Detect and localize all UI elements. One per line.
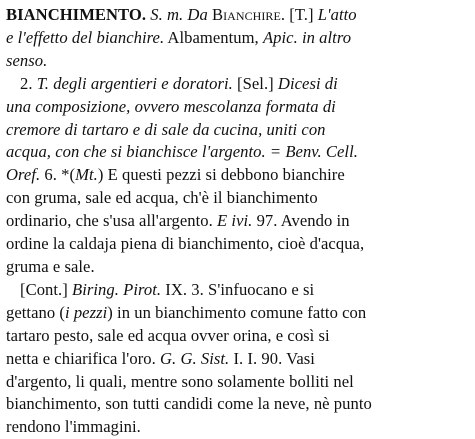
text-run: 2. bbox=[20, 73, 37, 93]
text-run: T. degli argentieri e doratori. bbox=[36, 73, 233, 93]
text-run: BIANCHIMENTO. bbox=[6, 5, 147, 24]
text-line bbox=[6, 187, 469, 210]
text-run: con gruma, sale ed acqua, ch'è il bianchimento bbox=[6, 188, 318, 208]
text-run: [Sel.] bbox=[232, 73, 278, 93]
text-run: . [T.] bbox=[280, 5, 318, 24]
text-line bbox=[6, 302, 469, 325]
text-run: ordine la caldaja piena di bianchimento, cioè d'acqua, bbox=[6, 234, 365, 254]
text-run: d'argento, li quali, mentre sono solamente bolliti nel bbox=[6, 371, 354, 391]
text-run: [Cont.] bbox=[20, 279, 73, 299]
text-run: e l'effetto del bianchire. bbox=[6, 27, 165, 47]
text-run: 97. Avendo in bbox=[252, 211, 350, 231]
text-line bbox=[6, 50, 469, 73]
text-run: E ivi. bbox=[217, 211, 253, 231]
text-run: L'atto bbox=[317, 5, 357, 24]
text-line bbox=[6, 348, 469, 371]
text-run: Mt. bbox=[75, 165, 98, 185]
text-run: Oref. bbox=[6, 165, 41, 185]
text-run: Apic. in altro bbox=[262, 27, 352, 47]
text-line bbox=[6, 233, 469, 256]
text-run: gettano ( bbox=[6, 302, 65, 322]
text-run: G. G. Sist. bbox=[160, 348, 230, 368]
text-line bbox=[6, 141, 469, 164]
text-line bbox=[6, 4, 469, 27]
text-run: bianchimento, son tutti candidi come la neve, nè punto bbox=[6, 394, 372, 414]
text-line bbox=[6, 27, 469, 50]
text-line bbox=[6, 325, 469, 348]
text-run: acqua, con che si bianchisce l'argento. = Benv. Cell. bbox=[6, 142, 358, 162]
text-run: rendono l'immagini. bbox=[6, 417, 141, 437]
text-run: netta e chiarifica l'oro. bbox=[6, 348, 161, 368]
text-line bbox=[6, 96, 469, 119]
text-run: gruma e sale. bbox=[6, 256, 95, 276]
text-run: Albamentum, bbox=[164, 27, 263, 47]
text-line bbox=[6, 279, 469, 302]
text-run: senso. bbox=[6, 50, 48, 70]
text-line bbox=[6, 73, 469, 96]
text-run: ordinario, che s'usa all'argento. bbox=[6, 211, 218, 231]
text-run: Bianchire bbox=[212, 5, 281, 24]
text-run: ) E questi pezzi si debbono bianchire bbox=[97, 165, 345, 185]
text-line bbox=[6, 393, 469, 416]
text-line bbox=[6, 416, 469, 439]
text-line bbox=[6, 256, 469, 279]
text-run: tartaro pesto, sale ed acqua ovver orina, e così si bbox=[6, 325, 330, 345]
text-run: S. m. Da bbox=[150, 5, 212, 24]
text-run: Dicesi di bbox=[277, 73, 338, 93]
text-line bbox=[6, 164, 469, 187]
text-run: IX. 3. S'infuocano e si bbox=[161, 279, 315, 299]
text-run: Biring. Pirot. bbox=[72, 279, 162, 299]
text-run: i pezzi bbox=[64, 302, 108, 322]
text-run: I. I. 90. Vasi bbox=[229, 348, 315, 368]
text-run: 6. *( bbox=[40, 165, 76, 185]
text-run: una composizione, ovvero mescolanza formata di bbox=[6, 96, 336, 116]
text-run: ) in un bianchimento comune fatto con bbox=[107, 302, 367, 322]
text-line bbox=[6, 210, 469, 233]
text-line bbox=[6, 119, 469, 142]
text-line bbox=[6, 371, 469, 394]
text-run: cremore di tartaro e di sale da cucina, uniti con bbox=[6, 119, 326, 139]
